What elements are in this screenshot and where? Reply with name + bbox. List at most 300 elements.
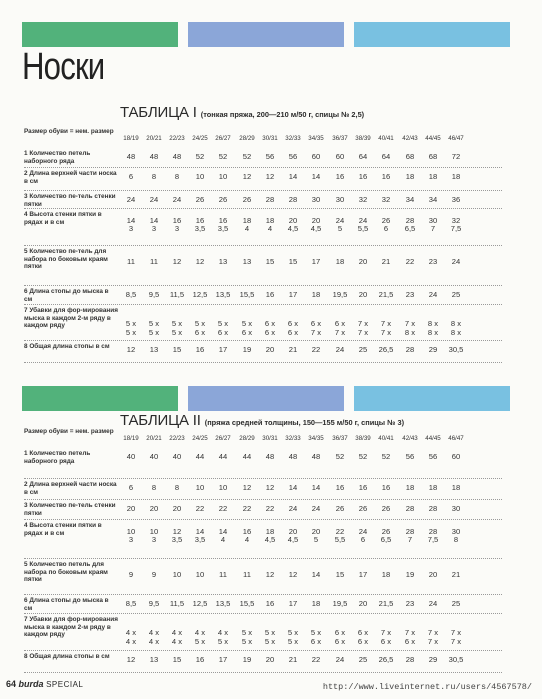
table2-row-2-cell-5: 10: [218, 483, 228, 492]
table2-row-2-cell-4: 10: [195, 483, 205, 492]
table2-row-1-cell-7: 48: [265, 452, 275, 461]
table1-row-5-cell-8: 15: [288, 257, 298, 266]
page-footer: [6, 679, 83, 689]
table1-row-8-cell-7: 20: [265, 345, 275, 354]
table2-size-col-11: 38/39: [355, 435, 371, 442]
table1-row-4-cell-10: 24 5: [335, 215, 345, 234]
table2-row-3-cell-9: 24: [311, 504, 321, 513]
table2-row-3-cell-15: 30: [451, 504, 461, 513]
table2-row-separator: [24, 499, 502, 500]
table1-row-5-cell-4: 12: [195, 257, 205, 266]
table2-row-6-cell-15: 25: [451, 599, 461, 608]
table1-row-8-cell-9: 22: [311, 345, 321, 354]
table1-row-2-cell-1: 6: [128, 172, 134, 181]
table2-row-2-cell-11: 16: [358, 483, 368, 492]
table2-row-8-cell-8: 21: [288, 655, 298, 664]
table2-row-separator: [24, 519, 502, 520]
table1-row-4-cell-9: 20 4,5: [310, 215, 322, 234]
table1-row-1-cell-14: 68: [428, 152, 438, 161]
color-bar-blue-mid: [188, 386, 344, 411]
table1-row-7-cell-3: 5 x 5 x: [171, 319, 183, 337]
table2-row-4-label: 4 Высота стенки пятки в рядах и в см: [24, 522, 102, 537]
table2-row-4-cell-15: 30 8: [451, 526, 461, 545]
table1-row-2-cell-15: 18: [451, 172, 461, 181]
color-bar-green-top: [22, 22, 178, 47]
table2-title: [120, 412, 404, 430]
brand-name: burda: [18, 679, 44, 689]
table1-row-6-cell-7: 16: [265, 290, 275, 299]
table2-row-3-cell-10: 26: [335, 504, 345, 513]
table1-row-4-cell-11: 24 5,5: [357, 215, 369, 234]
table2-row-6-cell-6: 15,5: [239, 599, 255, 608]
table2-row-6-cell-13: 23: [405, 599, 415, 608]
table1-row-7-cell-2: 5 x 5 x: [148, 319, 160, 337]
table2-row-separator: [24, 650, 502, 651]
table2-row-7-cell-15: 7 x 7 x: [450, 628, 462, 646]
table2-size-col-9: 34/35: [308, 435, 324, 442]
table2-row-8-cell-13: 28: [405, 655, 415, 664]
table2-row-6-cell-1: 8,5: [125, 599, 137, 608]
table1-row-2-cell-5: 10: [218, 172, 228, 181]
table1-size-col-11: 38/39: [355, 135, 371, 142]
table2-row-7-cell-5: 4 x 5 x: [217, 628, 229, 646]
table2-row-2-cell-12: 16: [381, 483, 391, 492]
table2-row-7-cell-2: 4 x 4 x: [148, 628, 160, 646]
table1-row-5-cell-2: 11: [150, 257, 158, 266]
table2-size-col-12: 40/41: [378, 435, 394, 442]
table2-row-1-cell-14: 56: [428, 452, 438, 461]
watermark-url: http://www.liveinternet.ru/users/4567578/: [322, 682, 532, 692]
table1-row-8-cell-13: 28: [405, 345, 415, 354]
table1-row-4-cell-12: 26 6: [381, 215, 391, 234]
table1-row-4-cell-5: 16 3,5: [217, 215, 229, 234]
table1-row-1-cell-6: 52: [242, 152, 252, 161]
table1-row-6-cell-13: 23: [405, 290, 415, 299]
table2-row-3-cell-11: 26: [358, 504, 368, 513]
table2-row-5-cell-5: 11: [219, 570, 227, 579]
table1-row-4-cell-6: 18 4: [242, 215, 252, 234]
table1-row-4-label: 4 Высота стенки пятки в рядах и в см: [24, 211, 102, 226]
table2-row-4-cell-6: 16 4: [242, 526, 252, 545]
table1-row-4-cell-4: 16 3,5: [194, 215, 206, 234]
table1-row-5-cell-9: 17: [311, 257, 321, 266]
table1-row-8-label: 8 Общая длина стопы в см: [24, 343, 110, 350]
table1-row-3-cell-4: 26: [195, 195, 205, 204]
table2-row-8-cell-12: 26,5: [378, 655, 394, 664]
table2-row-7-cell-4: 4 x 5 x: [194, 628, 206, 646]
table1-size-col-3: 22/23: [169, 135, 185, 142]
table2-row-7-cell-10: 6 x 6 x: [334, 628, 346, 646]
table1-size-col-7: 30/31: [262, 135, 278, 142]
table2-row-5-cell-7: 12: [265, 570, 275, 579]
table1-row-3-cell-2: 24: [149, 195, 159, 204]
table1-size-col-8: 32/33: [285, 135, 301, 142]
table2-row-1-cell-1: 40: [126, 452, 136, 461]
table1-row-6-cell-14: 24: [428, 290, 438, 299]
table2-row-8-cell-10: 24: [335, 655, 345, 664]
table2-row-2-cell-8: 14: [288, 483, 298, 492]
table1-title-text: ТАБЛИЦА I: [120, 104, 197, 121]
table1-row-7-cell-1: 5 x 5 x: [125, 319, 137, 337]
table2-row-5-cell-9: 14: [311, 570, 321, 579]
table1-row-7-cell-4: 5 x 6 x: [194, 319, 206, 337]
table2-size-col-3: 22/23: [169, 435, 185, 442]
table1-row-6-cell-8: 17: [288, 290, 298, 299]
table2-row-7-cell-3: 4 x 4 x: [171, 628, 183, 646]
table1-row-1-cell-2: 48: [149, 152, 159, 161]
table1-row-4-cell-3: 16 3: [172, 215, 182, 234]
table1-row-5-cell-6: 13: [242, 257, 252, 266]
table1-row-8-cell-8: 21: [288, 345, 298, 354]
table1-row-7-cell-11: 7 x 7 x: [357, 319, 369, 337]
table2-row-1-cell-2: 40: [149, 452, 159, 461]
color-bar-cyan-top: [354, 22, 510, 47]
table2-row-4-cell-12: 26 6,5: [380, 526, 392, 545]
table1-title: [120, 104, 364, 122]
table2-row-7-cell-12: 7 x 6 x: [380, 628, 392, 646]
table2-row-8-cell-11: 25: [358, 655, 368, 664]
table2-row-5-cell-14: 20: [428, 570, 438, 579]
table2-row-7-cell-9: 5 x 6 x: [310, 628, 322, 646]
table2-row-1-cell-13: 56: [405, 452, 415, 461]
table1-row-7-cell-9: 6 x 7 x: [310, 319, 322, 337]
table1-row-3-cell-13: 34: [405, 195, 415, 204]
table2-row-8-cell-15: 30,5: [448, 655, 464, 664]
table2-row-8-cell-1: 12: [126, 655, 136, 664]
table1-row-separator: [24, 340, 502, 341]
table2-row-3-cell-5: 22: [218, 504, 228, 513]
table2-row-4-cell-8: 20 4,5: [287, 526, 299, 545]
table1-row-separator: [24, 304, 502, 305]
table1-row-separator: [24, 208, 502, 209]
table1-row-5-cell-14: 23: [428, 257, 438, 266]
table1-row-2-cell-10: 16: [335, 172, 345, 181]
table2-row-1-label: 1 Количество петель наборного ряда: [24, 450, 91, 465]
table2-row-6-cell-9: 18: [311, 599, 321, 608]
table2-row-3-cell-4: 22: [195, 504, 205, 513]
table1-row-1-cell-11: 64: [358, 152, 368, 161]
table1-row-6-cell-3: 11,5: [169, 290, 185, 299]
table1-row-4-cell-15: 32 7,5: [450, 215, 462, 234]
table2-row-5-cell-1: 9: [128, 570, 134, 579]
table2-row-5-label: 5 Количество петель для набора по боковым краям пятки: [24, 561, 108, 584]
table1-row-2-cell-9: 14: [311, 172, 321, 181]
table1-row-4-cell-1: 14 3: [126, 215, 136, 234]
table2-row-4-cell-7: 18 4,5: [264, 526, 276, 545]
table1-row-2-cell-12: 16: [381, 172, 391, 181]
table2-row-3-cell-12: 26: [381, 504, 391, 513]
table2-row-3-cell-2: 20: [149, 504, 159, 513]
table2-row-3-label: 3 Количество пе-тель стенки пятки: [24, 502, 116, 517]
table1-row-1-cell-10: 60: [335, 152, 345, 161]
table2-row-4-cell-9: 20 5: [311, 526, 321, 545]
table1-row-4-cell-13: 28 6,5: [404, 215, 416, 234]
table1-row-2-label: 2 Длина верхней части носка в см: [24, 170, 117, 185]
table2-row-7-cell-11: 6 x 6 x: [357, 628, 369, 646]
table1-size-col-6: 28/29: [239, 135, 255, 142]
table2-row-4-cell-2: 10 3: [149, 526, 159, 545]
table1-row-7-cell-12: 7 x 7 x: [380, 319, 392, 337]
table2-row-3-cell-3: 20: [172, 504, 182, 513]
table1-row-8-cell-4: 16: [195, 345, 205, 354]
table2-size-col-1: 18/19: [123, 435, 139, 442]
brand-special: SPECIAL: [46, 680, 84, 689]
table1-row-separator: [24, 190, 502, 191]
table1-row-3-cell-5: 26: [218, 195, 228, 204]
table2-row-5-cell-15: 21: [451, 570, 461, 579]
table2-row-5-cell-4: 10: [195, 570, 205, 579]
table1-row-1-cell-13: 68: [405, 152, 415, 161]
table1-row-1-cell-7: 56: [265, 152, 275, 161]
table2-row-7-cell-1: 4 x 4 x: [125, 628, 137, 646]
table1-row-2-cell-4: 10: [195, 172, 205, 181]
table1-row-6-cell-15: 25: [451, 290, 461, 299]
table1-row-6-cell-9: 18: [311, 290, 321, 299]
page-number: 64: [6, 679, 17, 689]
table1-row-3-cell-6: 26: [242, 195, 252, 204]
table1-row-1-cell-4: 52: [195, 152, 205, 161]
table2-size-col-15: 46/47: [448, 435, 464, 442]
table2-row-5-cell-12: 18: [381, 570, 391, 579]
table2-size-col-6: 28/29: [239, 435, 255, 442]
table1-row-8-cell-1: 12: [126, 345, 136, 354]
table1-size-header-label: Размер обуви = нем. размер: [24, 128, 114, 135]
table2-row-3-cell-14: 28: [428, 504, 438, 513]
table1-subtitle: (тонкая пряжа, 200—210 м/50 г, спицы № 2,5): [200, 110, 365, 119]
table2-row-6-cell-5: 13,5: [215, 599, 231, 608]
table1-row-5-cell-12: 21: [381, 257, 391, 266]
table1-row-separator: [24, 167, 502, 168]
table2-row-6-cell-2: 9,5: [148, 599, 160, 608]
table1-row-3-label: 3 Количество пе-тель стенки пятки: [24, 193, 116, 208]
table1-row-4-cell-2: 14 3: [149, 215, 159, 234]
table2-row-4-cell-1: 10 3: [126, 526, 136, 545]
table2-row-8-cell-4: 16: [195, 655, 205, 664]
table2-row-separator: [24, 672, 502, 673]
table2-row-6-cell-14: 24: [428, 599, 438, 608]
table1-row-1-cell-1: 48: [126, 152, 136, 161]
table2-row-1-cell-12: 52: [381, 452, 391, 461]
table2-row-1-cell-6: 44: [242, 452, 252, 461]
table2-row-7-cell-6: 5 x 5 x: [241, 628, 253, 646]
table1-size-col-14: 44/45: [425, 135, 441, 142]
table1-size-col-5: 26/27: [215, 135, 231, 142]
table2-row-2-cell-14: 18: [428, 483, 438, 492]
table2-row-8-cell-7: 20: [265, 655, 275, 664]
table1-size-col-1: 18/19: [123, 135, 139, 142]
table2-row-6-label: 6 Длина стопы до мыска в см: [24, 597, 109, 612]
table1-row-5-cell-15: 24: [451, 257, 461, 266]
table1-row-1-label: 1 Количество петель наборного ряда: [24, 150, 91, 165]
table2-row-2-cell-10: 16: [335, 483, 345, 492]
table1-row-5-cell-5: 13: [218, 257, 228, 266]
table2-row-4-cell-10: 22 5,5: [334, 526, 346, 545]
table2-size-col-2: 20/21: [146, 435, 162, 442]
table1-row-6-cell-6: 15,5: [239, 290, 255, 299]
table1-row-8-cell-5: 17: [218, 345, 228, 354]
table1-row-2-cell-13: 18: [405, 172, 415, 181]
table1-row-7-cell-14: 8 x 8 x: [427, 319, 439, 337]
table2-row-1-cell-9: 48: [311, 452, 321, 461]
table1-row-3-cell-7: 28: [265, 195, 275, 204]
table2-row-6-cell-4: 12,5: [192, 599, 208, 608]
table1-row-separator: [24, 245, 502, 246]
table2-row-1-cell-5: 44: [218, 452, 228, 461]
color-bar-green-mid: [22, 386, 178, 411]
table2-subtitle: (пряжа средней толщины, 150—155 м/50 г, спицы № 3): [204, 418, 405, 427]
table2-size-col-14: 44/45: [425, 435, 441, 442]
table2-row-8-cell-3: 15: [172, 655, 182, 664]
table1-row-8-cell-15: 30,5: [448, 345, 464, 354]
table1-size-col-15: 46/47: [448, 135, 464, 142]
color-bar-blue-top: [188, 22, 344, 47]
table1-row-3-cell-9: 30: [311, 195, 321, 204]
table1-row-4-cell-14: 30 7: [428, 215, 438, 234]
table2-size-col-7: 30/31: [262, 435, 278, 442]
table1-row-separator: [24, 362, 502, 363]
table1-row-5-cell-1: 11: [127, 257, 135, 266]
table2-row-2-cell-13: 18: [405, 483, 415, 492]
table2-row-8-cell-5: 17: [218, 655, 228, 664]
table2-size-header-label: Размер обуви = нем. размер: [24, 428, 114, 435]
table1-row-1-cell-9: 60: [311, 152, 321, 161]
table1-row-separator: [24, 285, 502, 286]
table1-row-4-cell-8: 20 4,5: [287, 215, 299, 234]
table1-row-7-cell-15: 8 x 8 x: [450, 319, 462, 337]
table2-row-2-cell-2: 8: [151, 483, 157, 492]
table1-row-6-cell-10: 19,5: [332, 290, 348, 299]
table2-row-1-cell-8: 48: [288, 452, 298, 461]
table1-row-5-cell-11: 20: [358, 257, 368, 266]
table2-size-col-8: 32/33: [285, 435, 301, 442]
table2-size-col-4: 24/25: [192, 435, 208, 442]
table1-row-7-cell-10: 6 x 7 x: [334, 319, 346, 337]
table1-row-2-cell-8: 14: [288, 172, 298, 181]
table1-row-2-cell-3: 8: [174, 172, 180, 181]
table2-row-5-cell-11: 17: [358, 570, 368, 579]
table2-row-separator: [24, 594, 502, 595]
table1-row-6-cell-4: 12,5: [192, 290, 208, 299]
table2-title-text: ТАБЛИЦА II: [120, 412, 201, 429]
table2-row-8-cell-14: 29: [428, 655, 438, 664]
table1-row-2-cell-14: 18: [428, 172, 438, 181]
table1-row-6-cell-2: 9,5: [148, 290, 160, 299]
table2-row-8-cell-2: 13: [149, 655, 159, 664]
table1-row-3-cell-3: 24: [172, 195, 182, 204]
table2-row-1-cell-11: 52: [358, 452, 368, 461]
table1-row-2-cell-7: 12: [265, 172, 275, 181]
table2-row-7-cell-7: 5 x 5 x: [264, 628, 276, 646]
table1-row-7-cell-5: 5 x 6 x: [217, 319, 229, 337]
table1-row-8-cell-12: 26,5: [378, 345, 394, 354]
table1-row-1-cell-8: 56: [288, 152, 298, 161]
table2-row-6-cell-3: 11,5: [169, 599, 185, 608]
table1-row-6-cell-1: 8,5: [125, 290, 137, 299]
table1-row-3-cell-11: 32: [358, 195, 368, 204]
table1-row-1-cell-3: 48: [172, 152, 182, 161]
table2-row-4-cell-14: 28 7,5: [427, 526, 439, 545]
table2-row-3-cell-13: 28: [405, 504, 415, 513]
table2-row-7-cell-8: 5 x 5 x: [287, 628, 299, 646]
table1-size-col-10: 36/37: [332, 135, 348, 142]
table2-row-7-cell-13: 7 x 6 x: [404, 628, 416, 646]
table1-size-col-4: 24/25: [192, 135, 208, 142]
table2-row-5-cell-10: 15: [335, 570, 345, 579]
table1-row-8-cell-3: 15: [172, 345, 182, 354]
table1-row-7-cell-13: 7 x 8 x: [404, 319, 416, 337]
table1-row-8-cell-11: 25: [358, 345, 368, 354]
table1-row-2-cell-2: 8: [151, 172, 157, 181]
table2-row-6-cell-12: 21,5: [378, 599, 394, 608]
page-title: Носки: [22, 46, 105, 88]
table2-row-separator: [24, 558, 502, 559]
table2-row-7-label: 7 Убавки для фор-мирования мыска в каждом 2-м ряду в каждом ряду: [24, 616, 118, 639]
table1-row-6-label: 6 Длина стопы до мыска в см: [24, 288, 109, 303]
table2-row-4-cell-3: 12 3,5: [171, 526, 183, 545]
table1-row-3-cell-1: 24: [126, 195, 136, 204]
table1-row-8-cell-2: 13: [149, 345, 159, 354]
table1-row-5-cell-7: 15: [265, 257, 275, 266]
table2-row-5-cell-2: 9: [151, 570, 157, 579]
table2-row-4-cell-13: 28 7: [405, 526, 415, 545]
table1-row-3-cell-8: 28: [288, 195, 298, 204]
table1-row-5-cell-10: 18: [335, 257, 345, 266]
table1-row-2-cell-11: 16: [358, 172, 368, 181]
table1-row-2-cell-6: 12: [242, 172, 252, 181]
table1-row-7-label: 7 Убавки для фор-мирования мыска в каждом 2-м ряду в каждом ряду: [24, 307, 118, 330]
table2-row-4-cell-11: 24 6: [358, 526, 368, 545]
table2-row-3-cell-8: 24: [288, 504, 298, 513]
table1-row-5-cell-13: 22: [405, 257, 415, 266]
table2-row-2-cell-6: 12: [242, 483, 252, 492]
table1-row-7-cell-6: 5 x 6 x: [241, 319, 253, 337]
table1-row-3-cell-14: 34: [428, 195, 438, 204]
table2-row-2-cell-1: 6: [128, 483, 134, 492]
table2-row-separator: [24, 613, 502, 614]
table1-row-8-cell-10: 24: [335, 345, 345, 354]
table1-row-3-cell-12: 32: [381, 195, 391, 204]
table1-row-3-cell-15: 36: [451, 195, 461, 204]
table1-row-7-cell-8: 6 x 6 x: [287, 319, 299, 337]
color-bar-cyan-mid: [354, 386, 510, 411]
table2-row-8-cell-9: 22: [311, 655, 321, 664]
table2-size-col-10: 36/37: [332, 435, 348, 442]
table2-row-4-cell-4: 14 3,5: [194, 526, 206, 545]
table2-row-2-cell-9: 14: [311, 483, 321, 492]
table1-row-7-cell-7: 6 x 6 x: [264, 319, 276, 337]
table2-row-3-cell-7: 22: [265, 504, 275, 513]
table2-row-1-cell-15: 60: [451, 452, 461, 461]
table1-row-1-cell-15: 72: [451, 152, 461, 161]
table2-row-separator: [24, 478, 502, 479]
table1-row-6-cell-12: 21,5: [378, 290, 394, 299]
table2-row-1-cell-10: 52: [335, 452, 345, 461]
table1-row-8-cell-14: 29: [428, 345, 438, 354]
table2-row-3-cell-6: 22: [242, 504, 252, 513]
table2-row-8-label: 8 Общая длина стопы в см: [24, 653, 110, 660]
table2-row-5-cell-6: 11: [243, 570, 251, 579]
table1-size-col-9: 34/35: [308, 135, 324, 142]
table2-row-6-cell-7: 16: [265, 599, 275, 608]
table1-row-5-cell-3: 12: [172, 257, 182, 266]
table2-row-6-cell-8: 17: [288, 599, 298, 608]
table2-row-5-cell-13: 19: [405, 570, 415, 579]
table2-row-6-cell-10: 19,5: [332, 599, 348, 608]
table2-size-col-5: 26/27: [215, 435, 231, 442]
table2-row-3-cell-1: 20: [126, 504, 136, 513]
table1-row-6-cell-5: 13,5: [215, 290, 231, 299]
table1-row-5-label: 5 Количество пе-тель для набора по боковым краям пятки: [24, 248, 108, 271]
